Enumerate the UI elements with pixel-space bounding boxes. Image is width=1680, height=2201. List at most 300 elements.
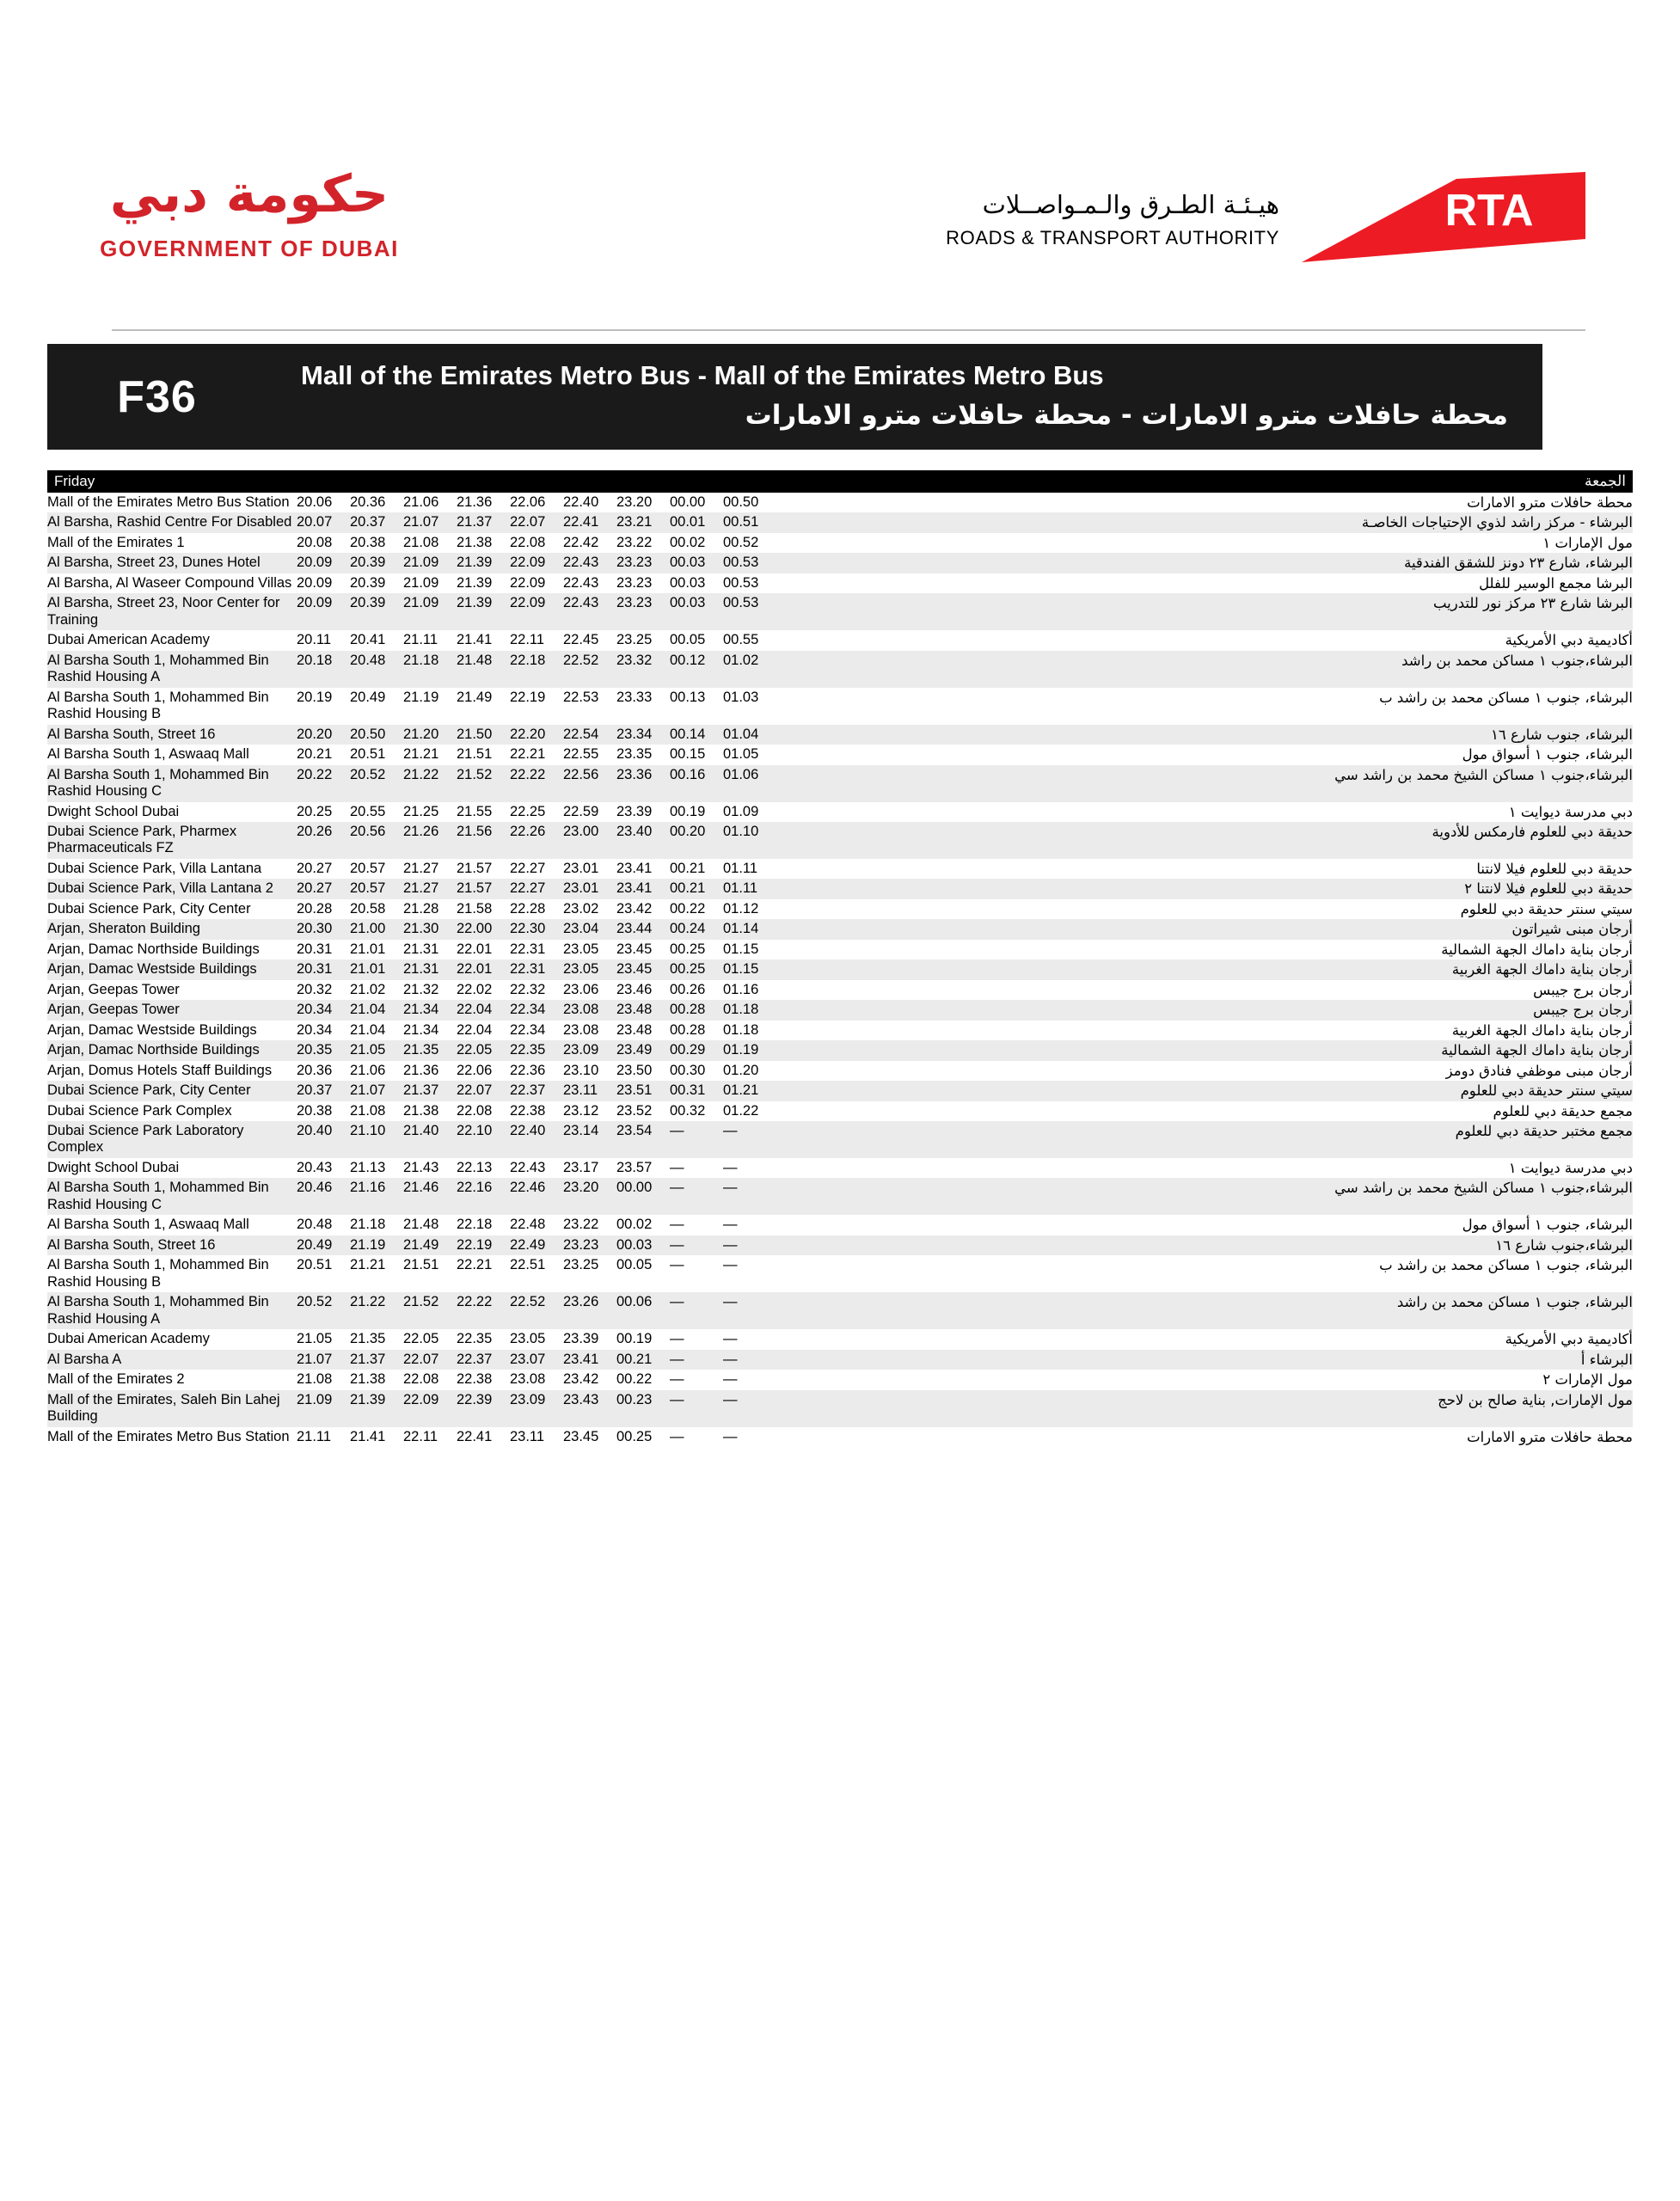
departure-time: 23.23	[616, 555, 653, 571]
departure-time: 01.04	[723, 726, 759, 742]
table-row	[47, 1121, 1633, 1158]
departure-time: 21.41	[350, 1428, 386, 1444]
departure-time: 22.04	[457, 1021, 493, 1038]
departure-time: 21.21	[403, 746, 439, 763]
table-row	[47, 1101, 1633, 1121]
departure-time: 23.01	[563, 860, 599, 876]
timetable	[47, 493, 1633, 1447]
departure-time: 20.06	[297, 494, 333, 510]
departure-time: —	[670, 1159, 684, 1175]
table-row	[47, 593, 1633, 630]
departure-time: 00.31	[670, 1082, 706, 1099]
departure-time: 22.49	[510, 1236, 546, 1253]
departure-time: 00.25	[616, 1428, 653, 1444]
departure-time: 20.22	[297, 766, 333, 782]
day-header-bar	[47, 470, 1633, 493]
departure-time: 22.09	[510, 595, 546, 611]
stop-name-arabic: البرشاء، جنوب شارع ١٦	[1490, 726, 1633, 743]
departure-time: 21.37	[403, 1082, 439, 1099]
departure-time: 21.51	[457, 746, 493, 763]
departure-time: 21.35	[403, 1042, 439, 1058]
departure-time: 22.08	[510, 534, 546, 550]
departure-time: 22.09	[510, 555, 546, 571]
rta-logo-icon	[1302, 172, 1585, 267]
departure-time: 20.31	[297, 941, 333, 957]
departure-time: 23.48	[616, 1002, 653, 1018]
departure-time: 20.25	[297, 803, 333, 819]
departure-time: 23.00	[563, 823, 599, 839]
stop-name-arabic: أرجان مبنى شيراتون	[1511, 921, 1633, 938]
departure-time: 20.07	[297, 514, 333, 530]
departure-time: 22.18	[457, 1217, 493, 1233]
departure-time: 22.43	[563, 555, 599, 571]
departure-time: 20.27	[297, 880, 333, 897]
departure-time: 20.39	[350, 595, 386, 611]
stop-name-arabic: أرجان بناية داماك الجهة الشمالية	[1441, 941, 1633, 958]
row-spacer	[776, 1000, 1151, 1020]
departure-time: 01.18	[723, 1002, 759, 1018]
departure-time: 20.38	[297, 1102, 333, 1119]
row-spacer	[776, 1178, 1151, 1215]
departure-time: 21.36	[457, 494, 493, 510]
departure-time: 22.37	[510, 1082, 546, 1099]
table-row	[47, 630, 1633, 650]
departure-time: 01.16	[723, 981, 759, 997]
stop-name-english: Mall of the Emirates Metro Bus Station	[47, 494, 290, 510]
title-band-spacer	[1542, 344, 1680, 450]
stop-name-english: Dubai American Academy	[47, 632, 210, 648]
rta-english-text: ROADS & TRANSPORT AUTHORITY	[946, 226, 1279, 248]
stop-name-arabic: أكاديمية دبي الأمريكية	[1505, 632, 1633, 649]
departure-time: 21.35	[350, 1331, 386, 1347]
departure-time: 20.30	[297, 921, 333, 937]
departure-time: 20.36	[350, 494, 386, 510]
departure-time: 21.49	[403, 1236, 439, 1253]
departure-time: —	[723, 1236, 738, 1253]
departure-time: 20.35	[297, 1042, 333, 1058]
departure-time: 01.21	[723, 1082, 759, 1099]
departure-time: 22.07	[403, 1351, 439, 1367]
departure-time: 00.19	[616, 1331, 653, 1347]
row-spacer	[776, 802, 1151, 822]
departure-time: 20.56	[350, 823, 386, 839]
stop-name-arabic: سيتي سنتر حديقة دبي للعلوم	[1460, 1082, 1633, 1100]
row-spacer	[776, 1390, 1151, 1427]
departure-time: 20.51	[350, 746, 386, 763]
stop-name-arabic: البرشاء،جنوب ١ مساكن الشيخ محمد بن راشد سي	[1334, 766, 1633, 783]
table-row	[47, 553, 1633, 573]
stop-name-arabic: أرجان برج جيبس	[1533, 981, 1633, 998]
departure-time: 21.02	[350, 981, 386, 997]
departure-time: 20.51	[297, 1257, 333, 1273]
row-spacer	[776, 1370, 1151, 1389]
rta-branding	[946, 172, 1585, 267]
stop-name-arabic: مول الإمارات ١	[1542, 534, 1633, 551]
stop-name-arabic: البرشاء،جنوب ١ مساكن محمد بن راشد	[1401, 652, 1633, 669]
departure-time: 21.27	[403, 860, 439, 876]
departure-time: 20.38	[350, 534, 386, 550]
row-spacer	[776, 1292, 1151, 1329]
departure-time: 01.11	[723, 880, 758, 897]
departure-time: 20.18	[297, 652, 333, 668]
departure-time: 22.43	[563, 595, 599, 611]
departure-time: 20.48	[350, 652, 386, 668]
row-spacer	[776, 1081, 1151, 1100]
row-spacer	[776, 879, 1151, 898]
departure-time: 22.51	[510, 1257, 546, 1273]
departure-time: —	[723, 1294, 738, 1310]
departure-time: —	[670, 1217, 684, 1233]
departure-time: 22.06	[510, 494, 546, 510]
stop-name-english: Al Barsha South 1, Mohammed Bin Rashid Housing C	[47, 1180, 269, 1212]
departure-time: 22.38	[510, 1102, 546, 1119]
departure-time: 01.15	[723, 961, 759, 978]
departure-time: 00.14	[670, 726, 706, 742]
table-row	[47, 765, 1633, 802]
departure-time: 21.22	[350, 1294, 386, 1310]
departure-time: 00.05	[670, 632, 706, 648]
departure-time: 22.19	[457, 1236, 493, 1253]
departure-time: 22.18	[510, 652, 546, 668]
stop-name-english: Mall of the Emirates, Saleh Bin Lahej Building	[47, 1391, 280, 1425]
stop-name-english: Mall of the Emirates 2	[47, 1371, 185, 1388]
departure-time: 22.45	[563, 632, 599, 648]
table-row	[47, 959, 1633, 979]
departure-time: 21.34	[403, 1021, 439, 1038]
stop-name-arabic: البرشاء، جنوب ١ مساكن محمد بن راشد ب	[1379, 1257, 1633, 1274]
stop-name-arabic: البرشاء،جنوب ١ مساكن الشيخ محمد بن راشد سي	[1334, 1180, 1633, 1197]
departure-time: 23.21	[616, 514, 653, 530]
departure-time: 21.07	[297, 1351, 333, 1367]
departure-time: 21.55	[457, 803, 493, 819]
stop-name-arabic: البرشا مجمع الوسير للفلل	[1479, 574, 1633, 592]
stop-name-arabic: أرجان مبنى موظفي فنادق دومز	[1445, 1062, 1633, 1079]
row-spacer	[776, 1040, 1151, 1060]
departure-time: 22.41	[563, 514, 599, 530]
departure-time: 23.41	[616, 860, 653, 876]
stop-name-arabic: دبي مدرسة ديوايت ١	[1508, 803, 1633, 820]
departure-time: 23.49	[616, 1042, 653, 1058]
departure-time: 01.02	[723, 652, 759, 668]
stop-name-english: Al Barsha South, Street 16	[47, 726, 216, 742]
departure-time: 22.26	[510, 823, 546, 839]
departure-time: 00.19	[670, 803, 706, 819]
departure-time: —	[723, 1331, 738, 1347]
row-spacer	[776, 1329, 1151, 1349]
departure-time: 23.32	[616, 652, 653, 668]
stop-name-arabic: البرشاء، جنوب ١ أسواق مول	[1462, 746, 1633, 763]
row-spacer	[776, 593, 1151, 630]
departure-time: 23.35	[616, 746, 653, 763]
departure-time: 22.55	[563, 746, 599, 763]
departure-time: —	[670, 1180, 684, 1196]
departure-time: 22.48	[510, 1217, 546, 1233]
table-row	[47, 822, 1633, 859]
departure-time: 23.11	[510, 1428, 545, 1444]
row-spacer	[776, 899, 1151, 919]
stop-name-arabic: أرجان بناية داماك الجهة الغربية	[1451, 1021, 1633, 1039]
stop-name-arabic: البرشاء - مركز راشد لذوي الإحتياجات الخاصـة	[1361, 514, 1633, 531]
departure-time: 22.27	[510, 860, 546, 876]
departure-time: —	[723, 1257, 738, 1273]
row-spacer	[776, 493, 1151, 512]
departure-time: 20.52	[350, 766, 386, 782]
stop-name-english: Dwight School Dubai	[47, 1159, 180, 1175]
departure-time: 22.02	[457, 981, 493, 997]
departure-time: 21.31	[403, 941, 439, 957]
departure-time: 22.28	[510, 900, 546, 917]
departure-time: 21.28	[403, 900, 439, 917]
departure-time: 23.08	[510, 1371, 546, 1388]
row-spacer	[776, 765, 1151, 802]
departure-time: 21.09	[403, 595, 439, 611]
departure-time: 23.22	[563, 1217, 599, 1233]
stop-name-english: Al Barsha, Rashid Centre For Disabled	[47, 514, 292, 530]
row-spacer	[776, 1158, 1151, 1178]
departure-time: 23.44	[616, 921, 653, 937]
departure-time: 22.25	[510, 803, 546, 819]
departure-time: 21.04	[350, 1021, 386, 1038]
departure-time: 22.22	[510, 766, 546, 782]
departure-time: 20.46	[297, 1180, 333, 1196]
departure-time: 20.43	[297, 1159, 333, 1175]
departure-time: 21.06	[403, 494, 439, 510]
departure-time: 22.27	[510, 880, 546, 897]
departure-time: 23.23	[563, 1236, 599, 1253]
departure-time: 21.22	[403, 766, 439, 782]
departure-time: 00.29	[670, 1042, 706, 1058]
stop-name-arabic: أرجان بناية داماك الجهة الغربية	[1451, 961, 1633, 978]
departure-time: 22.09	[510, 574, 546, 591]
departure-time: 23.11	[563, 1082, 598, 1099]
table-row	[47, 1255, 1633, 1292]
departure-time: 20.37	[350, 514, 386, 530]
stop-name-english: Dubai Science Park, City Center	[47, 900, 251, 917]
stop-name-english: Al Barsha South 1, Mohammed Bin Rashid Housing A	[47, 652, 269, 685]
departure-time: 00.03	[616, 1236, 653, 1253]
stop-name-english: Dwight School Dubai	[47, 803, 180, 819]
departure-time: 22.20	[510, 726, 546, 742]
row-spacer	[776, 745, 1151, 764]
stop-name-arabic: البرشاء، جنوب ١ مساكن محمد بن راشد	[1396, 1294, 1633, 1311]
row-spacer	[776, 688, 1151, 725]
departure-time: 21.38	[403, 1102, 439, 1119]
departure-time: 23.41	[563, 1351, 599, 1367]
departure-time: 21.58	[457, 900, 493, 917]
stop-name-english: Arjan, Domus Hotels Staff Buildings	[47, 1062, 273, 1078]
departure-time: 22.08	[403, 1371, 439, 1388]
table-row	[47, 1178, 1633, 1215]
departure-time: 21.19	[403, 689, 439, 705]
stop-name-english: Al Barsha, Street 23, Dunes Hotel	[47, 555, 261, 571]
table-row	[47, 1215, 1633, 1235]
departure-time: 01.18	[723, 1021, 759, 1038]
table-row	[47, 725, 1633, 745]
departure-time: 21.46	[403, 1180, 439, 1196]
table-row	[47, 859, 1633, 879]
departure-time: 21.52	[403, 1294, 439, 1310]
departure-time: 23.45	[563, 1428, 599, 1444]
departure-time: 21.38	[350, 1371, 386, 1388]
stop-name-english: Dubai Science Park, City Center	[47, 1082, 251, 1099]
departure-time: 21.39	[457, 555, 493, 571]
departure-time: 01.05	[723, 746, 759, 763]
stop-name-english: Al Barsha South 1, Aswaaq Mall	[47, 746, 249, 763]
departure-time: 23.39	[563, 1331, 599, 1347]
row-spacer	[776, 822, 1151, 859]
departure-time: —	[723, 1159, 738, 1175]
stop-name-english: Al Barsha A	[47, 1351, 122, 1367]
stop-name-arabic: سيتي سنتر حديقة دبي للعلوم	[1460, 900, 1633, 917]
gov-logo-arabic-text: حكومة دبي	[109, 164, 389, 224]
departure-time: 22.21	[510, 746, 546, 763]
departure-time: 22.53	[563, 689, 599, 705]
departure-time: 23.05	[563, 941, 599, 957]
stop-name-english: Arjan, Damac Northside Buildings	[47, 1042, 260, 1058]
departure-time: 00.15	[670, 746, 706, 763]
departure-time: 23.07	[510, 1351, 546, 1367]
departure-time: 00.20	[670, 823, 706, 839]
departure-time: 21.07	[403, 514, 439, 530]
departure-time: 21.19	[350, 1236, 386, 1253]
row-spacer	[776, 553, 1151, 573]
departure-time: 22.42	[563, 534, 599, 550]
route-title-arabic: محطة حافلات مترو الامارات - محطة حافلات مترو الامارات	[745, 399, 1508, 431]
departure-time: 22.06	[457, 1062, 493, 1078]
departure-time: 21.32	[403, 981, 439, 997]
departure-time: —	[723, 1123, 738, 1138]
departure-time: 23.04	[563, 921, 599, 937]
departure-time: 20.48	[297, 1217, 333, 1233]
departure-time: 21.04	[350, 1002, 386, 1018]
departure-time: 20.39	[350, 555, 386, 571]
departure-time: 23.23	[616, 595, 653, 611]
departure-time: 01.15	[723, 941, 759, 957]
departure-time: 23.33	[616, 689, 653, 705]
table-row	[47, 1329, 1633, 1349]
departure-time: 20.08	[297, 534, 333, 550]
departure-time: 00.28	[670, 1002, 706, 1018]
departure-time: 21.26	[403, 823, 439, 839]
departure-time: 20.28	[297, 900, 333, 917]
departure-time: 21.00	[350, 921, 386, 937]
departure-time: 22.11	[403, 1428, 438, 1444]
departure-time: 00.22	[670, 900, 706, 917]
departure-time: 23.23	[616, 574, 653, 591]
departure-time: 23.50	[616, 1062, 653, 1078]
departure-time: 22.10	[457, 1123, 493, 1138]
departure-time: 01.14	[723, 921, 759, 937]
table-row	[47, 651, 1633, 688]
departure-time: 20.34	[297, 1002, 333, 1018]
departure-time: 21.49	[457, 689, 493, 705]
departure-time: 00.21	[670, 880, 706, 897]
departure-time: 20.57	[350, 880, 386, 897]
row-spacer	[776, 533, 1151, 553]
departure-time: 00.02	[616, 1217, 653, 1233]
departure-time: 23.45	[616, 941, 653, 957]
row-spacer	[776, 630, 1151, 650]
departure-time: 23.42	[563, 1371, 599, 1388]
departure-time: 23.20	[563, 1180, 599, 1196]
departure-time: 23.41	[616, 880, 653, 897]
departure-time: 21.57	[457, 860, 493, 876]
departure-time: 23.52	[616, 1102, 653, 1119]
table-row	[47, 1158, 1633, 1178]
stop-name-english: Mall of the Emirates 1	[47, 534, 185, 550]
departure-time: 23.01	[563, 880, 599, 897]
departure-time: —	[670, 1428, 684, 1444]
departure-time: 22.59	[563, 803, 599, 819]
route-number-badge: F36	[47, 344, 267, 450]
row-spacer	[776, 940, 1151, 959]
departure-time: 01.11	[723, 860, 758, 876]
table-row	[47, 1021, 1633, 1040]
departure-time: 22.01	[457, 961, 493, 978]
stop-name-english: Dubai Science Park, Villa Lantana 2	[47, 880, 273, 897]
row-spacer	[776, 1215, 1151, 1235]
departure-time: 23.22	[616, 534, 653, 550]
departure-time: 00.21	[670, 860, 706, 876]
departure-time: 20.09	[297, 574, 333, 591]
departure-time: 00.21	[616, 1351, 653, 1367]
table-row	[47, 493, 1633, 512]
departure-time: 00.32	[670, 1102, 706, 1119]
departure-time: 21.39	[457, 574, 493, 591]
departure-time: 23.54	[616, 1123, 653, 1138]
departure-time: 01.03	[723, 689, 759, 705]
departure-time: 21.01	[350, 961, 386, 978]
departure-time: 23.06	[563, 981, 599, 997]
day-label-arabic: الجمعة	[1584, 473, 1626, 490]
departure-time: 21.37	[350, 1351, 386, 1367]
departure-time: 20.09	[297, 595, 333, 611]
departure-time: 20.37	[297, 1082, 333, 1099]
departure-time: 22.52	[563, 652, 599, 668]
departure-time: 01.12	[723, 900, 759, 917]
departure-time: —	[723, 1428, 738, 1444]
stop-name-arabic: أكاديمية دبي الأمريكية	[1505, 1331, 1633, 1348]
departure-time: 20.09	[297, 555, 333, 571]
departure-time: 21.56	[457, 823, 493, 839]
departure-time: 00.03	[670, 555, 706, 571]
departure-time: 20.57	[350, 860, 386, 876]
departure-time: 22.16	[457, 1180, 493, 1196]
departure-time: 20.11	[297, 632, 332, 648]
svg-text:RTA: RTA	[1444, 186, 1534, 236]
departure-time: 20.32	[297, 981, 333, 997]
row-spacer	[776, 512, 1151, 532]
row-spacer	[776, 1101, 1151, 1121]
departure-time: 21.39	[350, 1391, 386, 1407]
departure-time: 21.09	[403, 555, 439, 571]
stop-name-arabic: أرجان برج جيبس	[1533, 1002, 1633, 1019]
departure-time: 23.12	[563, 1102, 599, 1119]
departure-time: 21.57	[457, 880, 493, 897]
departure-time: 21.34	[403, 1002, 439, 1018]
departure-time: 21.18	[350, 1217, 386, 1233]
departure-time: 21.30	[403, 921, 439, 937]
departure-time: 22.07	[510, 514, 546, 530]
rta-arabic-text: هيـئـة الطـرق والـمـواصــلات	[982, 190, 1279, 220]
departure-time: 20.34	[297, 1021, 333, 1038]
departure-time: 22.19	[510, 689, 546, 705]
departure-time: 20.27	[297, 860, 333, 876]
row-spacer	[776, 1061, 1151, 1081]
departure-time: 00.06	[616, 1294, 653, 1310]
departure-time: 20.58	[350, 900, 386, 917]
departure-time: 22.35	[457, 1331, 493, 1347]
